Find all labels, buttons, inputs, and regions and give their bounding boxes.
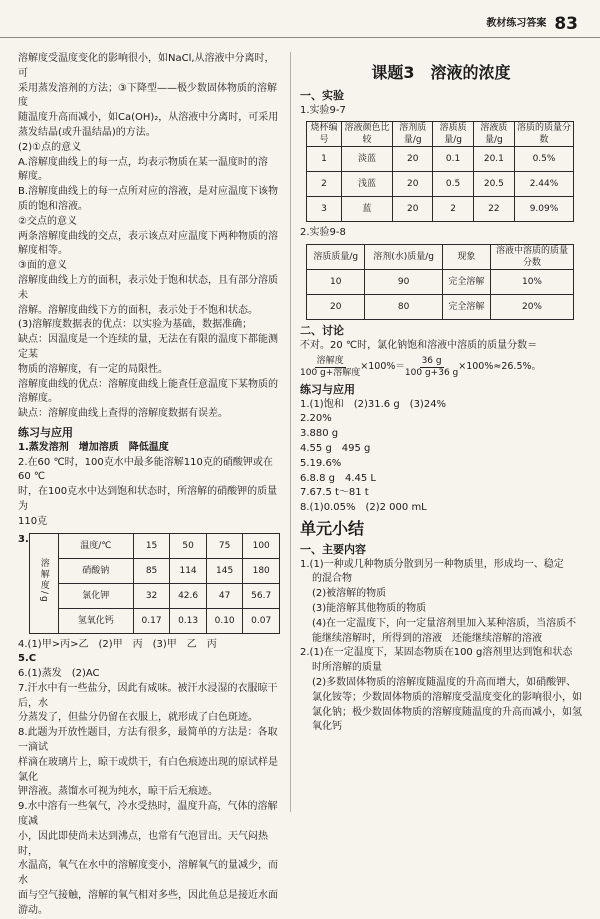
answer-line: 8.(1)0.05% (2)2 000 mL [300,502,427,514]
table-row [29,608,279,633]
table-header-cell: 75 [206,533,243,558]
text-line: (2)多数固体物质的溶解度随温度的升高而增大，如硝酸钾、 [312,676,577,688]
table-cell: 20 [393,172,433,197]
text-line: 1.实验9-7 [300,104,346,116]
answer-line: 110克 [18,515,48,527]
table-cell: 蓝 [342,197,393,222]
text-line: 两条溶解度曲线的交点，表示该点对应温度下两种物质的溶 [18,230,278,242]
table-cell: 0.5 [433,172,473,197]
answer-line: 7.汗水中有一些盐分，因此有咸味。被汗水浸湿的衣服晾干后，水 [18,682,278,709]
text-line: B.溶解度曲线上的每一点所对应的溶液，是对应温度下该物 [18,186,279,198]
table-cell: 145 [206,558,243,583]
table-header-cell: 温度/℃ [58,533,133,558]
answer-line: 2.20% [300,413,332,425]
table-cell: 20 [393,197,433,222]
table-cell: 淡蓝 [342,147,393,172]
answer-line: 分蒸发了，但盐分仍留在衣服上，就形成了白色斑迹。 [18,712,258,724]
table-cell: 完全溶解 [442,270,490,295]
text-line: 溶解度曲线的优点：溶解度曲线上能查任意温度下某物质的 [18,378,278,390]
text-line: 时所溶解的质量 [312,662,382,674]
text-line: 溶解度曲线上方的面积，表示处于饱和状态，且有部分溶质未 [18,274,278,301]
table-cell: 完全溶解 [442,295,490,320]
table-cell: 0.13 [170,608,207,633]
mass-fraction-formula [300,356,582,379]
answer-line: 1.蒸发溶剂 增加溶质 降低温度 [18,441,169,453]
table-header-cell: 溶液颜色比较 [342,122,393,147]
table-side-label: 溶解度/g [29,533,58,633]
text-line: 溶解度受温度变化的影响很小，如NaCl,从溶液中分离时，可 [18,53,275,79]
table-row [307,172,574,197]
left-column [18,52,280,919]
text-line: 缺点：因温度是一个连续的量，无法在有限的温度下都能测定某 [18,334,278,360]
table-cell: 0.07 [243,608,280,633]
answer-line: 时，在100克水中达到饱和状态时，所溶解的硝酸钾的质量为 [18,486,278,512]
answer-line: 1.(1)饱和 (2)31.6 g (3)24% [300,398,447,410]
table-header-cell: 溶液中溶质的质量分数 [491,245,574,270]
table-cell: 1 [307,147,342,172]
fraction [300,356,360,379]
answer-line: 6.(1)蒸发 (2)AC [18,668,100,680]
text-line: 质的饱和溶液。 [18,200,88,212]
table-cell: 22 [473,197,514,222]
fraction [405,356,458,379]
text-line: 氯化钠；极少数固体物质的溶解度随温度的升高而减小，如氢 [312,706,582,718]
page-header [486,14,578,34]
answer-line: 2.在60 ℃时，100克水中最多能溶解110克的硝酸钾或在60 ℃ [18,456,273,483]
table-cell: 10% [491,270,574,295]
answer-line: 面与空气接触，溶解的氧气相对多些，因此鱼总是接近水面 [18,890,278,902]
text-line: 溶解度。 [18,393,58,405]
table-cell: 氢氧化钙 [58,608,133,633]
denominator: 100 g+36 g [404,367,459,378]
answer-line: 9.水中溶有一些氧气，冷水受热时，温度升高，气体的溶解度减 [18,801,278,828]
text-line: 2.实验9-8 [300,227,346,239]
answer-line: 5.19.6% [300,457,342,469]
header-rule [0,37,600,38]
text-line: 溶解。溶解度曲线下方的面积，表示处于不饱和状态。 [18,304,258,316]
table-header-cell: 溶剂(水)质量/g [365,245,442,270]
table-row [307,147,574,172]
table-header-cell: 溶液质量/g [473,122,514,147]
answer-line: 游动。 [18,904,48,916]
table-row [307,245,574,270]
text-line: 氯化铵等；少数固体物质的溶解度受温度变化的影响很小，如 [312,691,582,703]
experiment-table-2 [306,244,574,320]
table-header-cell: 现象 [442,245,490,270]
text-line: 解度。 [18,171,48,183]
answer-line: 4.(1)甲>丙>乙 (2)甲 丙 (3)甲 乙 丙 [18,638,217,650]
table-cell: 10 [307,270,365,295]
question-3 [18,530,280,638]
table-cell: 2 [307,172,342,197]
table-cell: 20.5 [473,172,514,197]
section-heading: 一、实验 [300,88,344,102]
text-line: (2)①点的意义 [18,141,82,153]
text-line: 的混合物 [312,573,352,585]
section-heading: 练习与应用 [300,382,355,396]
table-cell: 20.1 [473,147,514,172]
table-row [29,583,279,608]
table-row [29,533,279,558]
table-header-cell: 溶质质量/g [307,245,365,270]
table-cell: 硝酸钠 [58,558,133,583]
table-cell: 32 [133,583,170,608]
answer-line: 4.55 g 495 g [300,442,371,454]
table-cell: 114 [170,558,207,583]
table-header-cell: 溶质质量/g [433,122,473,147]
text-line: (2)被溶解的物质 [312,588,387,600]
text-line: 1.(1)一种或几种物质分散到另一种物质里，形成均一、稳定 [300,558,564,570]
table-cell: 3 [307,197,342,222]
text-line: 随温度升高而减小，如Ca(OH)₂，从溶液中分离时，可采用 [18,112,279,124]
section-heading: 练习与应用 [18,425,73,439]
text-line: 2.(1)在一定温度下，某固态物质在100 g溶剂里达到饱和状态 [300,647,573,659]
text-line: 不对。20 ℃时，氯化钠饱和溶液中溶质的质量分数＝ [300,339,538,351]
answer-line: 水温高，氧气在水中的溶解度变小，溶解氧气的量减少，而水 [18,860,278,887]
text-line: (3)能溶解其他物质的物质 [312,602,427,614]
right-column [300,52,582,735]
text-line: 采用蒸发溶剂的方法；③下降型——极少数固体物质的溶解度 [18,82,277,109]
table-cell: 85 [133,558,170,583]
answer-line: 8.此题为开放性题目，方法有很多，最简单的方法是：各取一滴试 [18,727,278,754]
table-header-cell: 溶剂质量/g [393,122,433,147]
table-cell: 9.09% [515,197,574,222]
text-line: 物质的溶解度，有一定的局限性。 [18,363,168,375]
text-line: (3)溶解度数据表的优点：以实验为基础，数据准确； [18,319,253,331]
table-cell: 42.6 [170,583,207,608]
section-heading: 一、主要内容 [300,542,366,556]
table-cell: 2 [433,197,473,222]
table-row [307,197,574,222]
page-number: 83 [554,13,578,34]
table-cell: 0.5% [515,147,574,172]
answer-line: 样滴在玻璃片上，晾干或烘干，有白色痕迹出现的原试样是氯化 [18,756,278,783]
table-header-cell: 15 [133,533,170,558]
table-cell: 20 [393,147,433,172]
answer-line: 6.8.8 g 4.45 L [300,472,376,484]
table-cell: 20 [307,295,365,320]
table-cell: 浅蓝 [342,172,393,197]
table-header-cell: 烧杯编号 [307,122,342,147]
answer-line: 3.880 g [300,428,339,440]
section-heading: 二、讨论 [300,324,344,338]
table-row [307,122,574,147]
text-line: 能继续溶解时，所得到的溶液 还能继续溶解的溶液 [312,632,542,644]
table-cell: 氯化钾 [58,583,133,608]
table-cell: 80 [365,295,442,320]
table-row [307,295,574,320]
text-line: ②交点的意义 [18,215,77,227]
table-cell: 0.17 [133,608,170,633]
numerator: 36 g [421,355,442,366]
answer-line: 钾溶液。蒸馏水可视为纯水，晾干后无痕迹。 [18,786,218,798]
text-line: 氧化钙 [312,721,342,733]
table-cell: 2.44% [515,172,574,197]
question-label: 3. [18,533,29,545]
answer-line: 7.67.5 t～81 t [300,487,369,499]
experiment-table-1 [306,121,574,222]
text-line: 解度相等。 [18,245,68,257]
table-cell: 0.10 [206,608,243,633]
answer-line: 小，因此即使尚未达到沸点，也常有气泡冒出。天气闷热时， [18,830,268,857]
table-cell: 20% [491,295,574,320]
unit-summary-title: 单元小结 [300,518,365,538]
table-cell: 56.7 [243,583,280,608]
formula-text: ×100%＝ [360,360,405,372]
text-line: 蒸发结晶(或升温结晶)的方法。 [18,126,156,138]
table-cell: 180 [243,558,280,583]
text-line: ③面的意义 [18,260,67,272]
table-header-cell: 100 [243,533,280,558]
formula-text: ×100%≈26.5%。 [458,360,542,372]
text-line: 缺点：溶解度曲线上查得的溶解度数据有误差。 [18,408,228,420]
answer-line: 5.C [18,653,37,665]
solubility-table [29,533,280,634]
table-cell: 47 [206,583,243,608]
table-row [29,558,279,583]
numerator: 溶解度 [316,355,344,366]
denominator: 100 g+溶解度 [300,367,361,378]
table-cell: 90 [365,270,442,295]
text-line: (4)在一定温度下，向一定量溶剂里加入某种溶质，当溶质不 [312,617,577,629]
table-header-cell: 50 [170,533,207,558]
column-divider [290,52,291,812]
text-line: A.溶解度曲线上的每一点，均表示物质在某一温度时的溶 [18,156,268,168]
table-header-cell: 溶质的质量分数 [515,122,574,147]
header-title: 教材练习答案 [486,17,547,29]
table-row [307,270,574,295]
table-cell: 0.1 [433,147,473,172]
lesson-title: 课题3 溶液的浓度 [371,63,511,82]
